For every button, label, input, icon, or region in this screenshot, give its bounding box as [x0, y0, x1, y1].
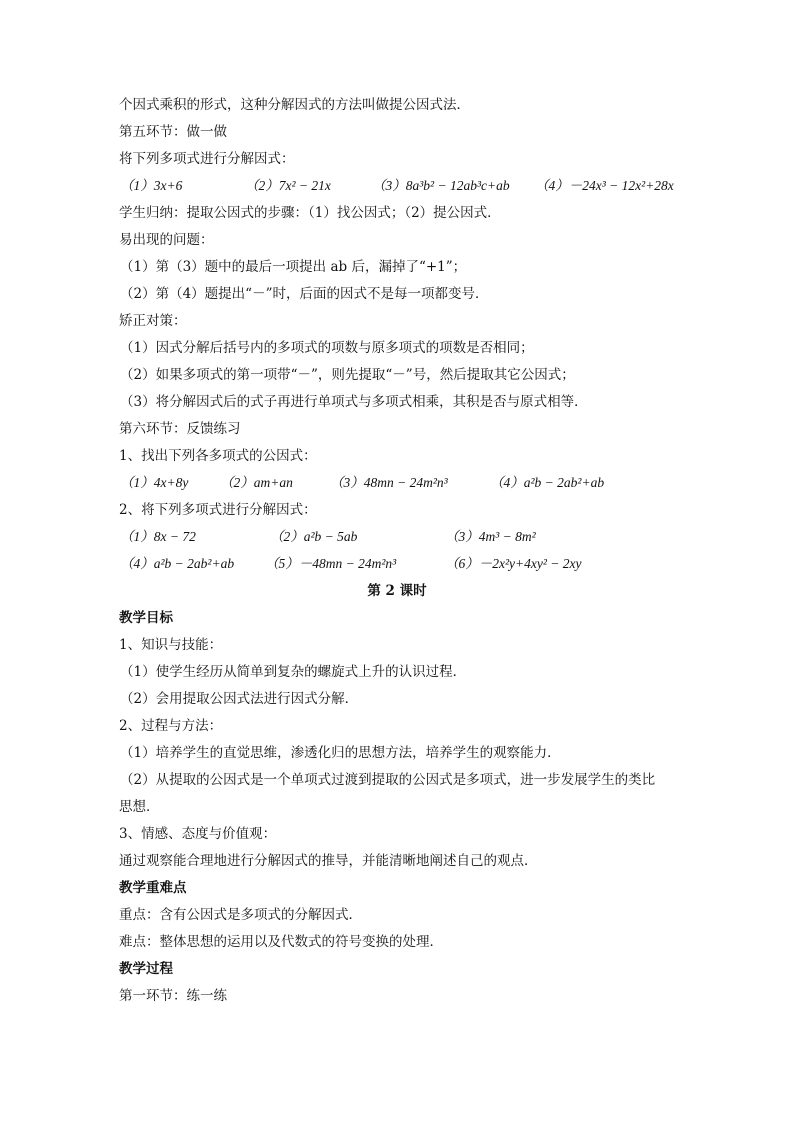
section-heading-keypoints: 教学重难点: [119, 880, 187, 896]
text-line: （2）第（4）题提出“－”时，后面的因式不是每一项都变号．: [120, 286, 489, 302]
text-line: 3、情感、态度与价值观：: [119, 826, 277, 842]
text-line: （3）将分解因式后的式子再进行单项式与多项式相乘，其积是否与原式相等．: [120, 394, 588, 410]
text-line: 矫正对策：: [119, 313, 187, 329]
exercise-item: （3）4m³ − 8m²: [445, 529, 536, 544]
text-line: （2）如果多项式的第一项带“－”，则先提取“－”号，然后提取其它公因式；: [120, 367, 575, 383]
exercise-item: （4）－24x³ − 12x²+28x: [535, 178, 674, 193]
section-heading-objectives: 教学目标: [119, 610, 173, 626]
text-line: 难点：整体思想的运用以及代数式的符号变换的处理．: [119, 934, 443, 950]
exercise-item: （3）8a³b² − 12ab³c+ab: [372, 178, 510, 193]
section-heading-process: 教学过程: [119, 961, 173, 977]
text-line: 第一环节：练一练: [119, 988, 227, 1004]
section-heading-step6: 第六环节：反馈练习: [119, 421, 241, 437]
exercise-item: （4）a²b − 2ab²+ab: [120, 556, 235, 571]
exercise-item: （3）48mn − 24m²n³: [330, 475, 448, 490]
exercise-item: （1）3x+6: [120, 178, 183, 193]
text-line: （1）第（3）题中的最后一项提出 ab 后，漏掉了“+1”；: [120, 259, 467, 275]
exercise-item: （1）4x+8y: [120, 475, 189, 490]
text-line: 通过观察能合理地进行分解因式的推导，并能清晰地阐述自己的观点．: [119, 853, 538, 869]
text-line: 思想．: [119, 799, 160, 815]
text-line: 易出现的问题：: [119, 232, 214, 248]
text-line: （2）会用提取公因式法进行因式分解．: [120, 691, 359, 707]
text-line: 1、知识与技能：: [119, 637, 223, 653]
section-heading-step5: 第五环节：做一做: [119, 124, 227, 140]
exercise-item: （6）－2x²y+4xy² − 2xy: [445, 556, 582, 571]
text-line: 2、将下列多项式进行分解因式：: [119, 502, 317, 518]
exercise-item: （2）7x² − 21x: [245, 178, 331, 193]
text-line: 学生归纳：提取公因式的步骤：（1）找公因式；（2）提公因式．: [119, 205, 501, 221]
text-line: 2、过程与方法：: [119, 718, 223, 734]
exercise-item: （4）a²b − 2ab²+ab: [490, 475, 605, 490]
text-line: 重点：含有公因式是多项式的分解因式．: [119, 907, 362, 923]
exercise-item: （1）8x − 72: [120, 529, 196, 544]
text-line: 1、找出下列各多项式的公因式：: [119, 448, 317, 464]
text-line: （1）使学生经历从简单到复杂的螺旋式上升的认识过程．: [120, 664, 467, 680]
text-line: （2）从提取的公因式是一个单项式过渡到提取的公因式是多项式，进一步发展学生的类比: [120, 772, 656, 788]
lesson-title: 第 2 课时: [367, 583, 427, 599]
text-line: （1）因式分解后括号内的多项式的项数与原多项式的项数是否相同；: [120, 340, 534, 356]
exercise-item: （2）a²b − 5ab: [270, 529, 358, 544]
text-line: （1）培养学生的直觉思维，渗透化归的思想方法，培养学生的观察能力．: [120, 745, 561, 761]
exercise-item: （2）am+an: [220, 475, 293, 490]
text-line: 个因式乘积的形式，这种分解因式的方法叫做提公因式法．: [119, 97, 470, 113]
text-line: 将下列多项式进行分解因式：: [119, 151, 295, 167]
exercise-item: （5）－48mn − 24m²n³: [265, 556, 397, 571]
